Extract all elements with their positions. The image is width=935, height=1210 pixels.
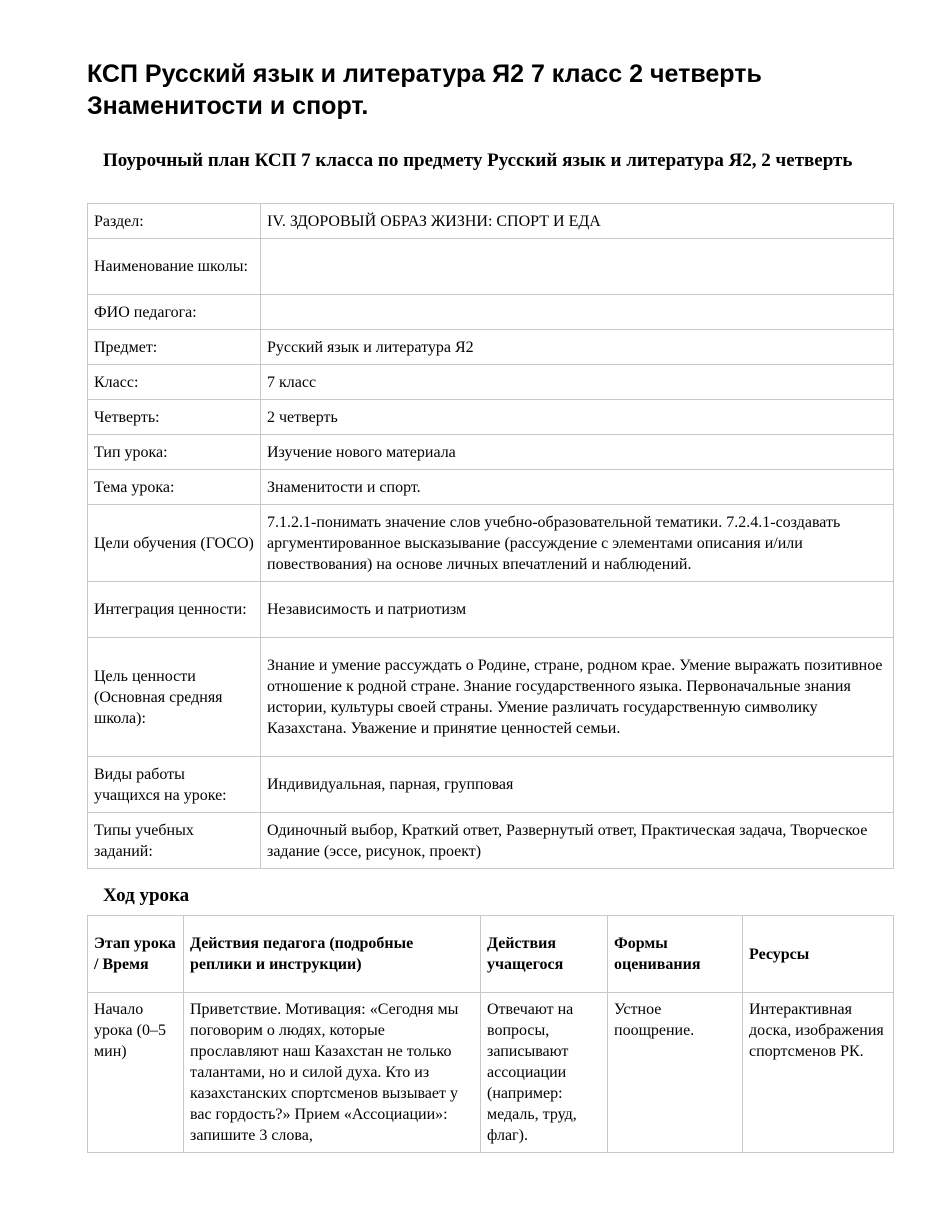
info-row-task-types — [88, 813, 894, 869]
teacher-actions-cell: Приветствие. Мотивация: «Сегодня мы поговорим о людях, которые прославляют наш Казахстан не только талантами, но и силой духа. Кто из казахстанских спортсменов вызывает у вас гордость?» Прием «Ассоциации»: запишите 3 слова, — [184, 993, 481, 1153]
document-title: КСП Русский язык и литература Я2 7 класс 2 четверть Знаменитости и спорт. — [87, 60, 762, 120]
info-label: Четверть: — [88, 400, 261, 435]
column-header-student-actions: Действия учащегося — [481, 916, 608, 993]
info-value: 2 четверть — [261, 400, 894, 435]
info-row-value-goal — [88, 638, 894, 757]
resources-cell: Интерактивная доска, изображения спортсменов РК. — [743, 993, 894, 1153]
info-label: ФИО педагога: — [88, 295, 261, 330]
info-row-work-types — [88, 757, 894, 813]
column-header-resources: Ресурсы — [743, 916, 894, 993]
info-row-quarter — [88, 400, 894, 435]
table-row — [88, 993, 894, 1153]
lesson-course-table — [87, 915, 894, 1153]
info-value: Изучение нового материала — [261, 435, 894, 470]
info-row-grade — [88, 365, 894, 400]
info-row-subject — [88, 330, 894, 365]
info-value — [261, 295, 894, 330]
info-value: Русский язык и литература Я2 — [261, 330, 894, 365]
info-row-value-integration — [88, 582, 894, 638]
info-label: Класс: — [88, 365, 261, 400]
info-label: Тема урока: — [88, 470, 261, 505]
lesson-info-table — [87, 203, 894, 869]
info-row-teacher — [88, 295, 894, 330]
student-actions-cell: Отвечают на вопросы, записывают ассоциации (например: медаль, труд, флаг). — [481, 993, 608, 1153]
info-row-school — [88, 239, 894, 295]
info-value: Индивидуальная, парная, групповая — [261, 757, 894, 813]
course-heading: Ход урока — [103, 885, 190, 906]
lesson-table-header-row — [88, 916, 894, 993]
info-label: Тип урока: — [88, 435, 261, 470]
info-value: 7 класс — [261, 365, 894, 400]
info-label: Цели обучения (ГОСО) — [88, 505, 261, 582]
info-value: Знаменитости и спорт. — [261, 470, 894, 505]
stage-cell: Начало урока (0–5 мин) — [88, 993, 184, 1153]
column-header-assessment: Формы оценивания — [608, 916, 743, 993]
info-label: Наименование школы: — [88, 239, 261, 295]
assessment-cell: Устное поощрение. — [608, 993, 743, 1153]
column-header-stage: Этап урока / Время — [88, 916, 184, 993]
info-label: Типы учебных заданий: — [88, 813, 261, 869]
info-value: IV. ЗДОРОВЫЙ ОБРАЗ ЖИЗНИ: СПОРТ И ЕДА — [261, 204, 894, 239]
info-label: Цель ценности (Основная средняя школа): — [88, 638, 261, 757]
info-label: Виды работы учащихся на уроке: — [88, 757, 261, 813]
info-row-lesson-topic — [88, 470, 894, 505]
info-label: Интеграция ценности: — [88, 582, 261, 638]
info-label: Раздел: — [88, 204, 261, 239]
info-row-lesson-type — [88, 435, 894, 470]
info-value: 7.1.2.1-понимать значение слов учебно-образовательной тематики. 7.2.4.1-создавать аргументированное высказывание (рассуждение с элементами описания и/или повествования) на основе личных впечатлений и наблюдений. — [261, 505, 894, 582]
info-value: Одиночный выбор, Краткий ответ, Развернутый ответ, Практическая задача, Творческое задание (эссе, рисунок, проект) — [261, 813, 894, 869]
info-value: Знание и умение рассуждать о Родине, стране, родном крае. Умение выражать позитивное отношение к родной стране. Знание государственного языка. Первоначальные знания истории, культуры своей страны. Умение различать государственную символику Казахстана. Уважение и принятие ценностей семьи. — [261, 638, 894, 757]
plan-heading: Поурочный план КСП 7 класса по предмету Русский язык и литература Я2, 2 четверть — [103, 150, 853, 171]
info-value — [261, 239, 894, 295]
info-value: Независимость и патриотизм — [261, 582, 894, 638]
info-row-section — [88, 204, 894, 239]
info-row-learning-goals — [88, 505, 894, 582]
info-label: Предмет: — [88, 330, 261, 365]
column-header-teacher-actions: Действия педагога (подробные реплики и инструкции) — [184, 916, 481, 993]
